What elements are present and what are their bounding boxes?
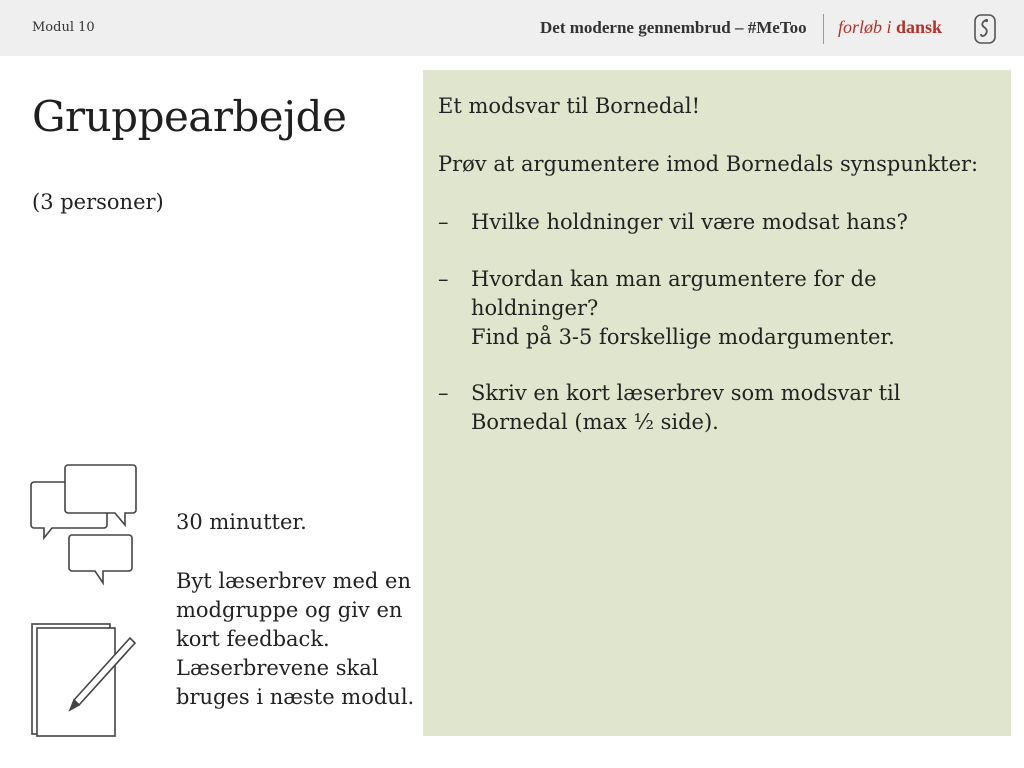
- list-item-text: Hvordan kan man argumentere for de holdninger?: [471, 267, 877, 320]
- header-bar: [0, 0, 1024, 56]
- group-size: (3 personer): [32, 190, 164, 214]
- list-dash: –: [438, 267, 449, 291]
- panel-intro: Prøv at argumentere imod Bornedals synspunkter:: [438, 152, 979, 176]
- exchange-instructions: Byt læserbrev med en modgruppe og giv en kort feedback. Læserbrevene skal bruges i næste modul.: [176, 569, 415, 709]
- list-dash: –: [438, 210, 449, 234]
- list-item-text: Skriv en kort læserbrev som modsvar til Bornedal (max ½ side).: [471, 381, 901, 434]
- list-item-extra: Find på 3-5 forskellige modargumenter.: [471, 325, 895, 349]
- header-divider: [823, 14, 824, 44]
- brand-logo-icon: [974, 14, 996, 44]
- page-title: Gruppearbejde: [32, 92, 347, 141]
- list-dash: –: [438, 381, 449, 405]
- time-limit-text: 30 minutter.: [176, 510, 307, 534]
- list-item-text: Hvilke holdninger vil være modsat hans?: [471, 210, 908, 234]
- brand-name: [838, 17, 942, 38]
- task-panel: [423, 70, 1011, 736]
- paper-pencil-icon: [30, 622, 142, 738]
- brand-italic-text: forløb i: [838, 17, 892, 37]
- list-item-body: [471, 265, 991, 352]
- panel-heading: Et modsvar til Bornedal!: [438, 94, 701, 118]
- module-label: Modul 10: [32, 20, 95, 35]
- course-title: Det moderne gennembrud – #MeToo: [540, 18, 807, 37]
- speech-bubbles-icon: [30, 462, 138, 588]
- brand-bold-text: dansk: [896, 17, 943, 37]
